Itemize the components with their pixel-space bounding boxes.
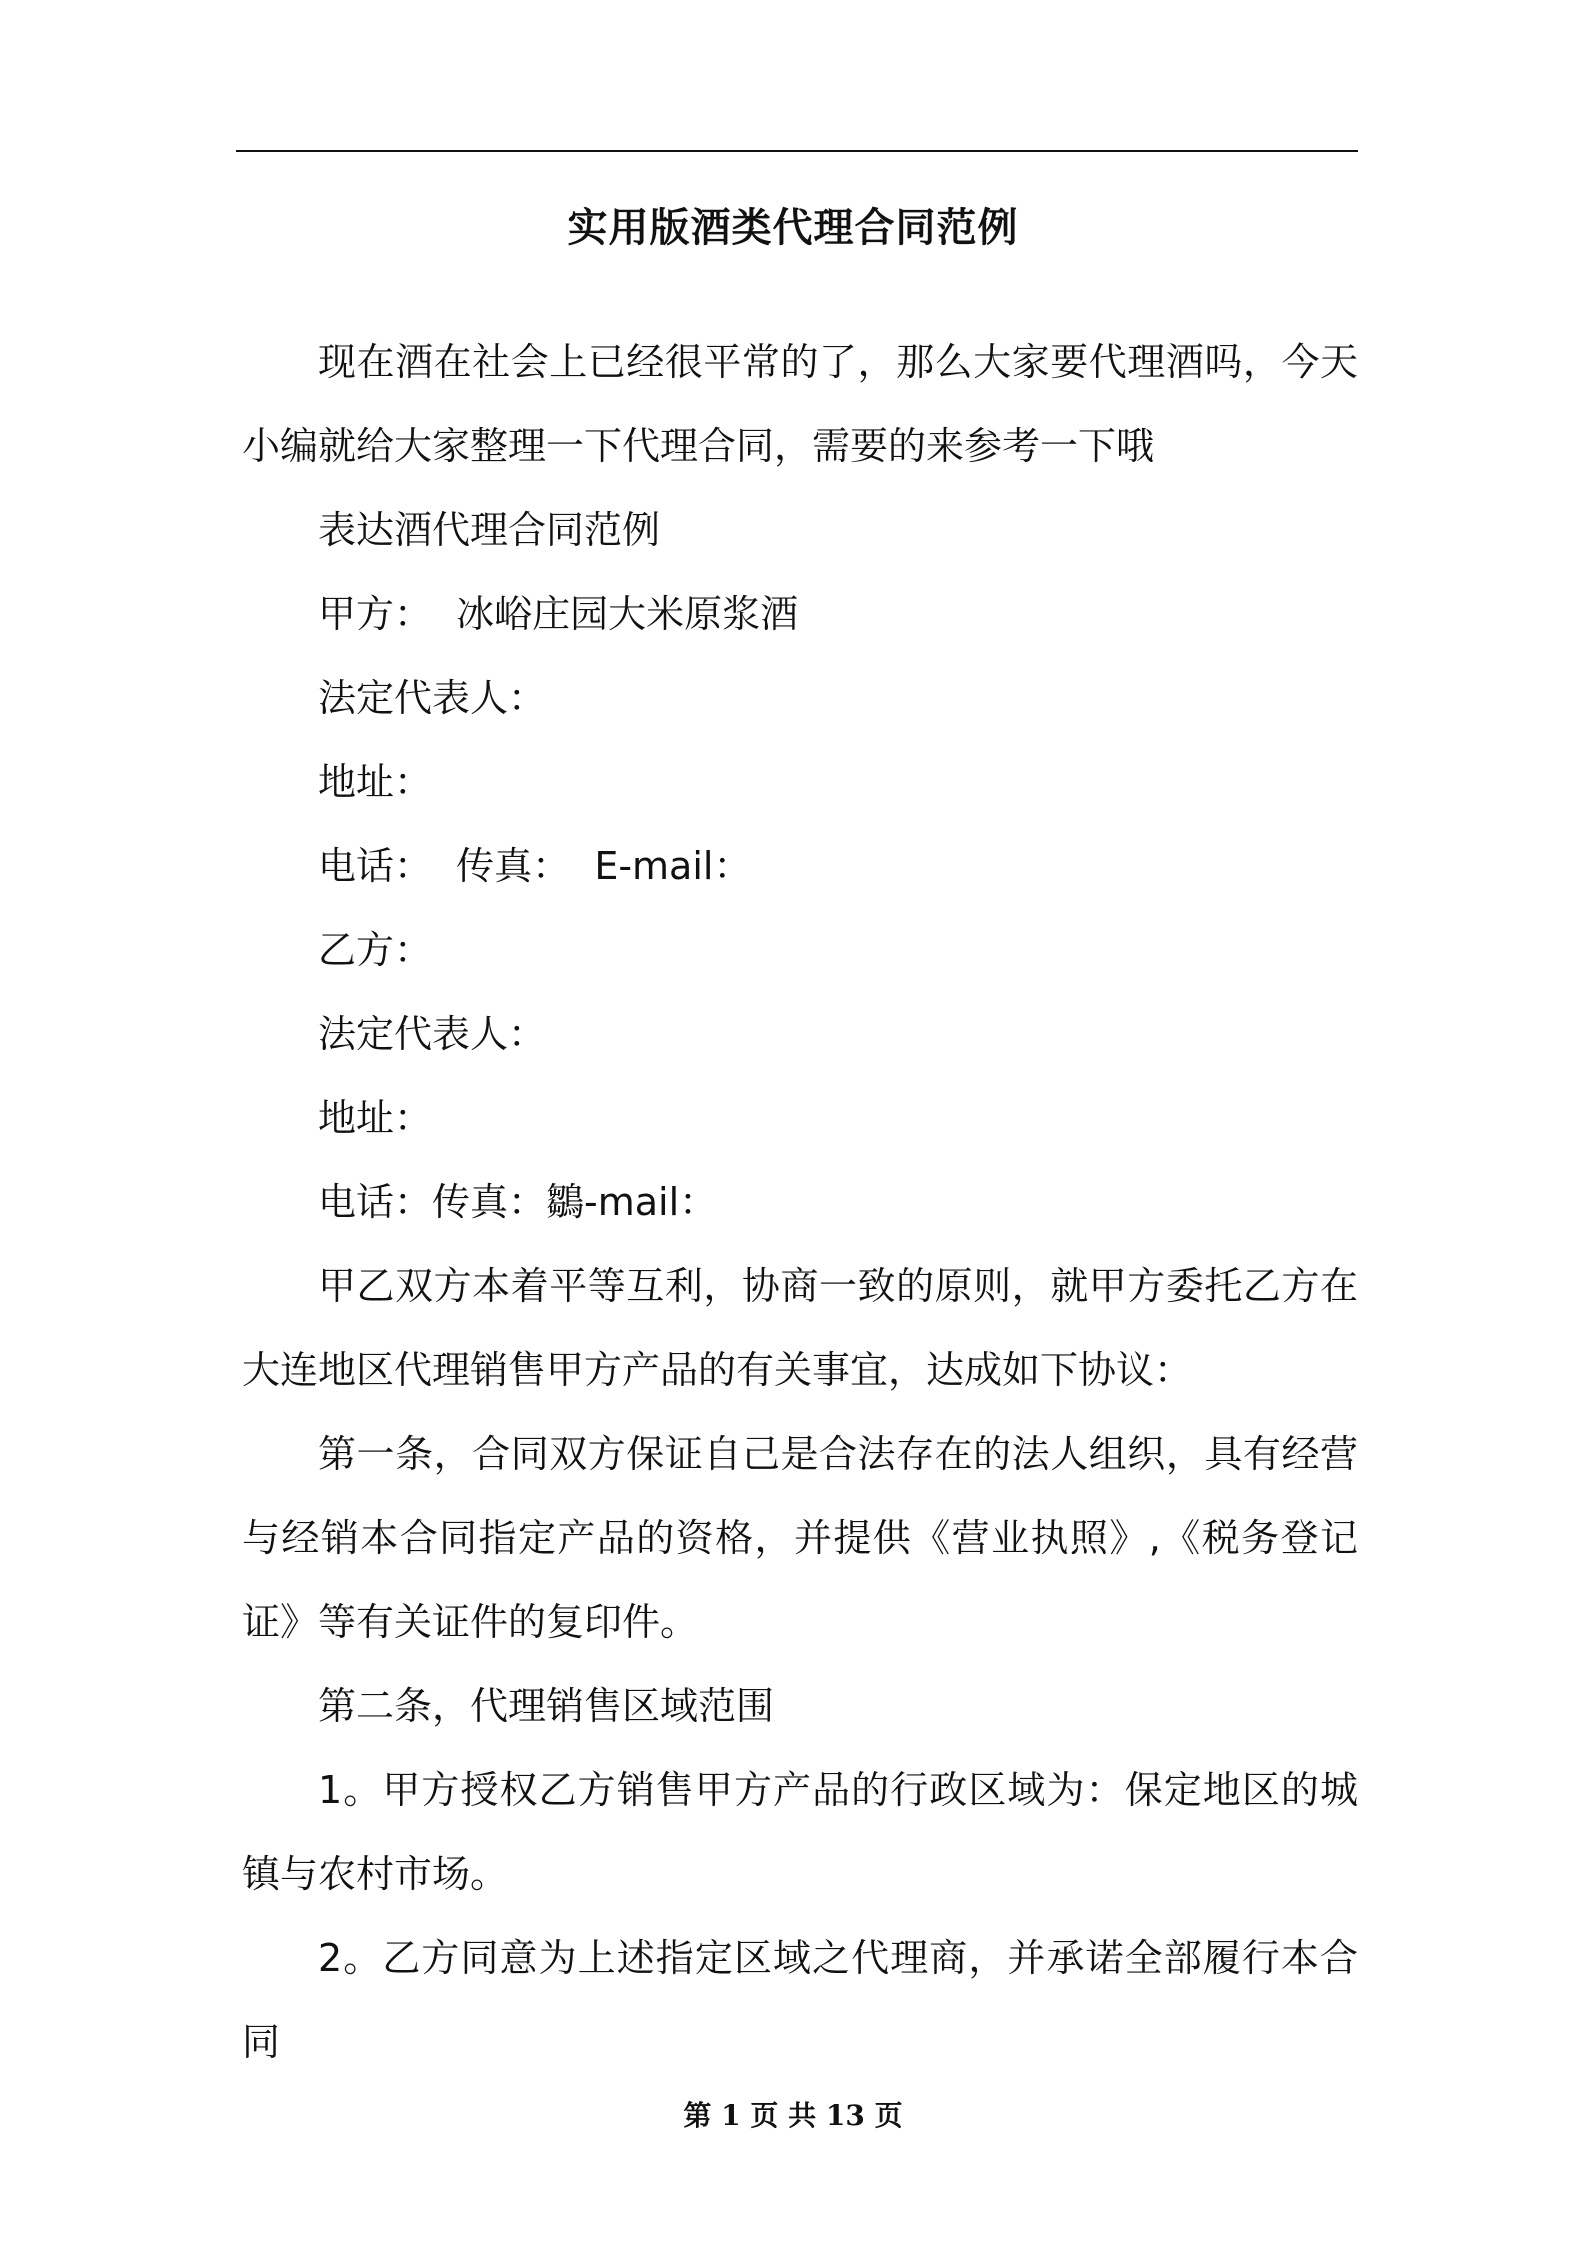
- party-b-representative: 法定代表人：: [318, 1012, 547, 1056]
- article-1: 第一条，合同双方保证自己是合法存在的法人组织，具有经营与经销本合同指定产品的资格，并提供《营业执照》,《税务登记证》等有关证件的复印件。: [242, 1432, 1358, 1644]
- document-title: 实用版酒类代理合同范例: [567, 205, 1019, 251]
- party-a-line: 甲方： 冰峪庄园大米原浆酒: [318, 592, 799, 636]
- article-2-item-2: 2。乙方同意为上述指定区域之代理商，并承诺全部履行本合同: [242, 1936, 1358, 2064]
- agreement-preamble: 甲乙双方本着平等互利，协商一致的原则，就甲方委托乙方在大连地区代理销售甲方产品的有关事宜，达成如下协议：: [242, 1264, 1358, 1392]
- party-a-contact: 电话： 传真： E-mail：: [318, 844, 752, 888]
- intro-paragraph: 现在酒在社会上已经很平常的了，那么大家要代理酒吗，今天小编就给大家整理一下代理合同，需要的来参考一下哦: [242, 340, 1358, 468]
- party-a-representative: 法定代表人：: [318, 676, 547, 720]
- party-b-contact: 电话：传真：鶵-mail：: [318, 1180, 718, 1224]
- document-body: [242, 320, 1358, 2084]
- party-a-address: 地址：: [318, 760, 433, 804]
- party-b-line: 乙方：: [318, 928, 433, 972]
- header-rule: [236, 150, 1358, 152]
- party-b-address: 地址：: [318, 1096, 433, 1140]
- article-2-item-1: 1。甲方授权乙方销售甲方产品的行政区域为：保定地区的城镇与农村市场。: [242, 1768, 1358, 1896]
- subtitle-line: 表达酒代理合同范例: [318, 508, 661, 552]
- page-footer: 第 1 页 共 13 页: [683, 2099, 903, 2132]
- article-2-heading: 第二条，代理销售区域范围: [318, 1684, 775, 1728]
